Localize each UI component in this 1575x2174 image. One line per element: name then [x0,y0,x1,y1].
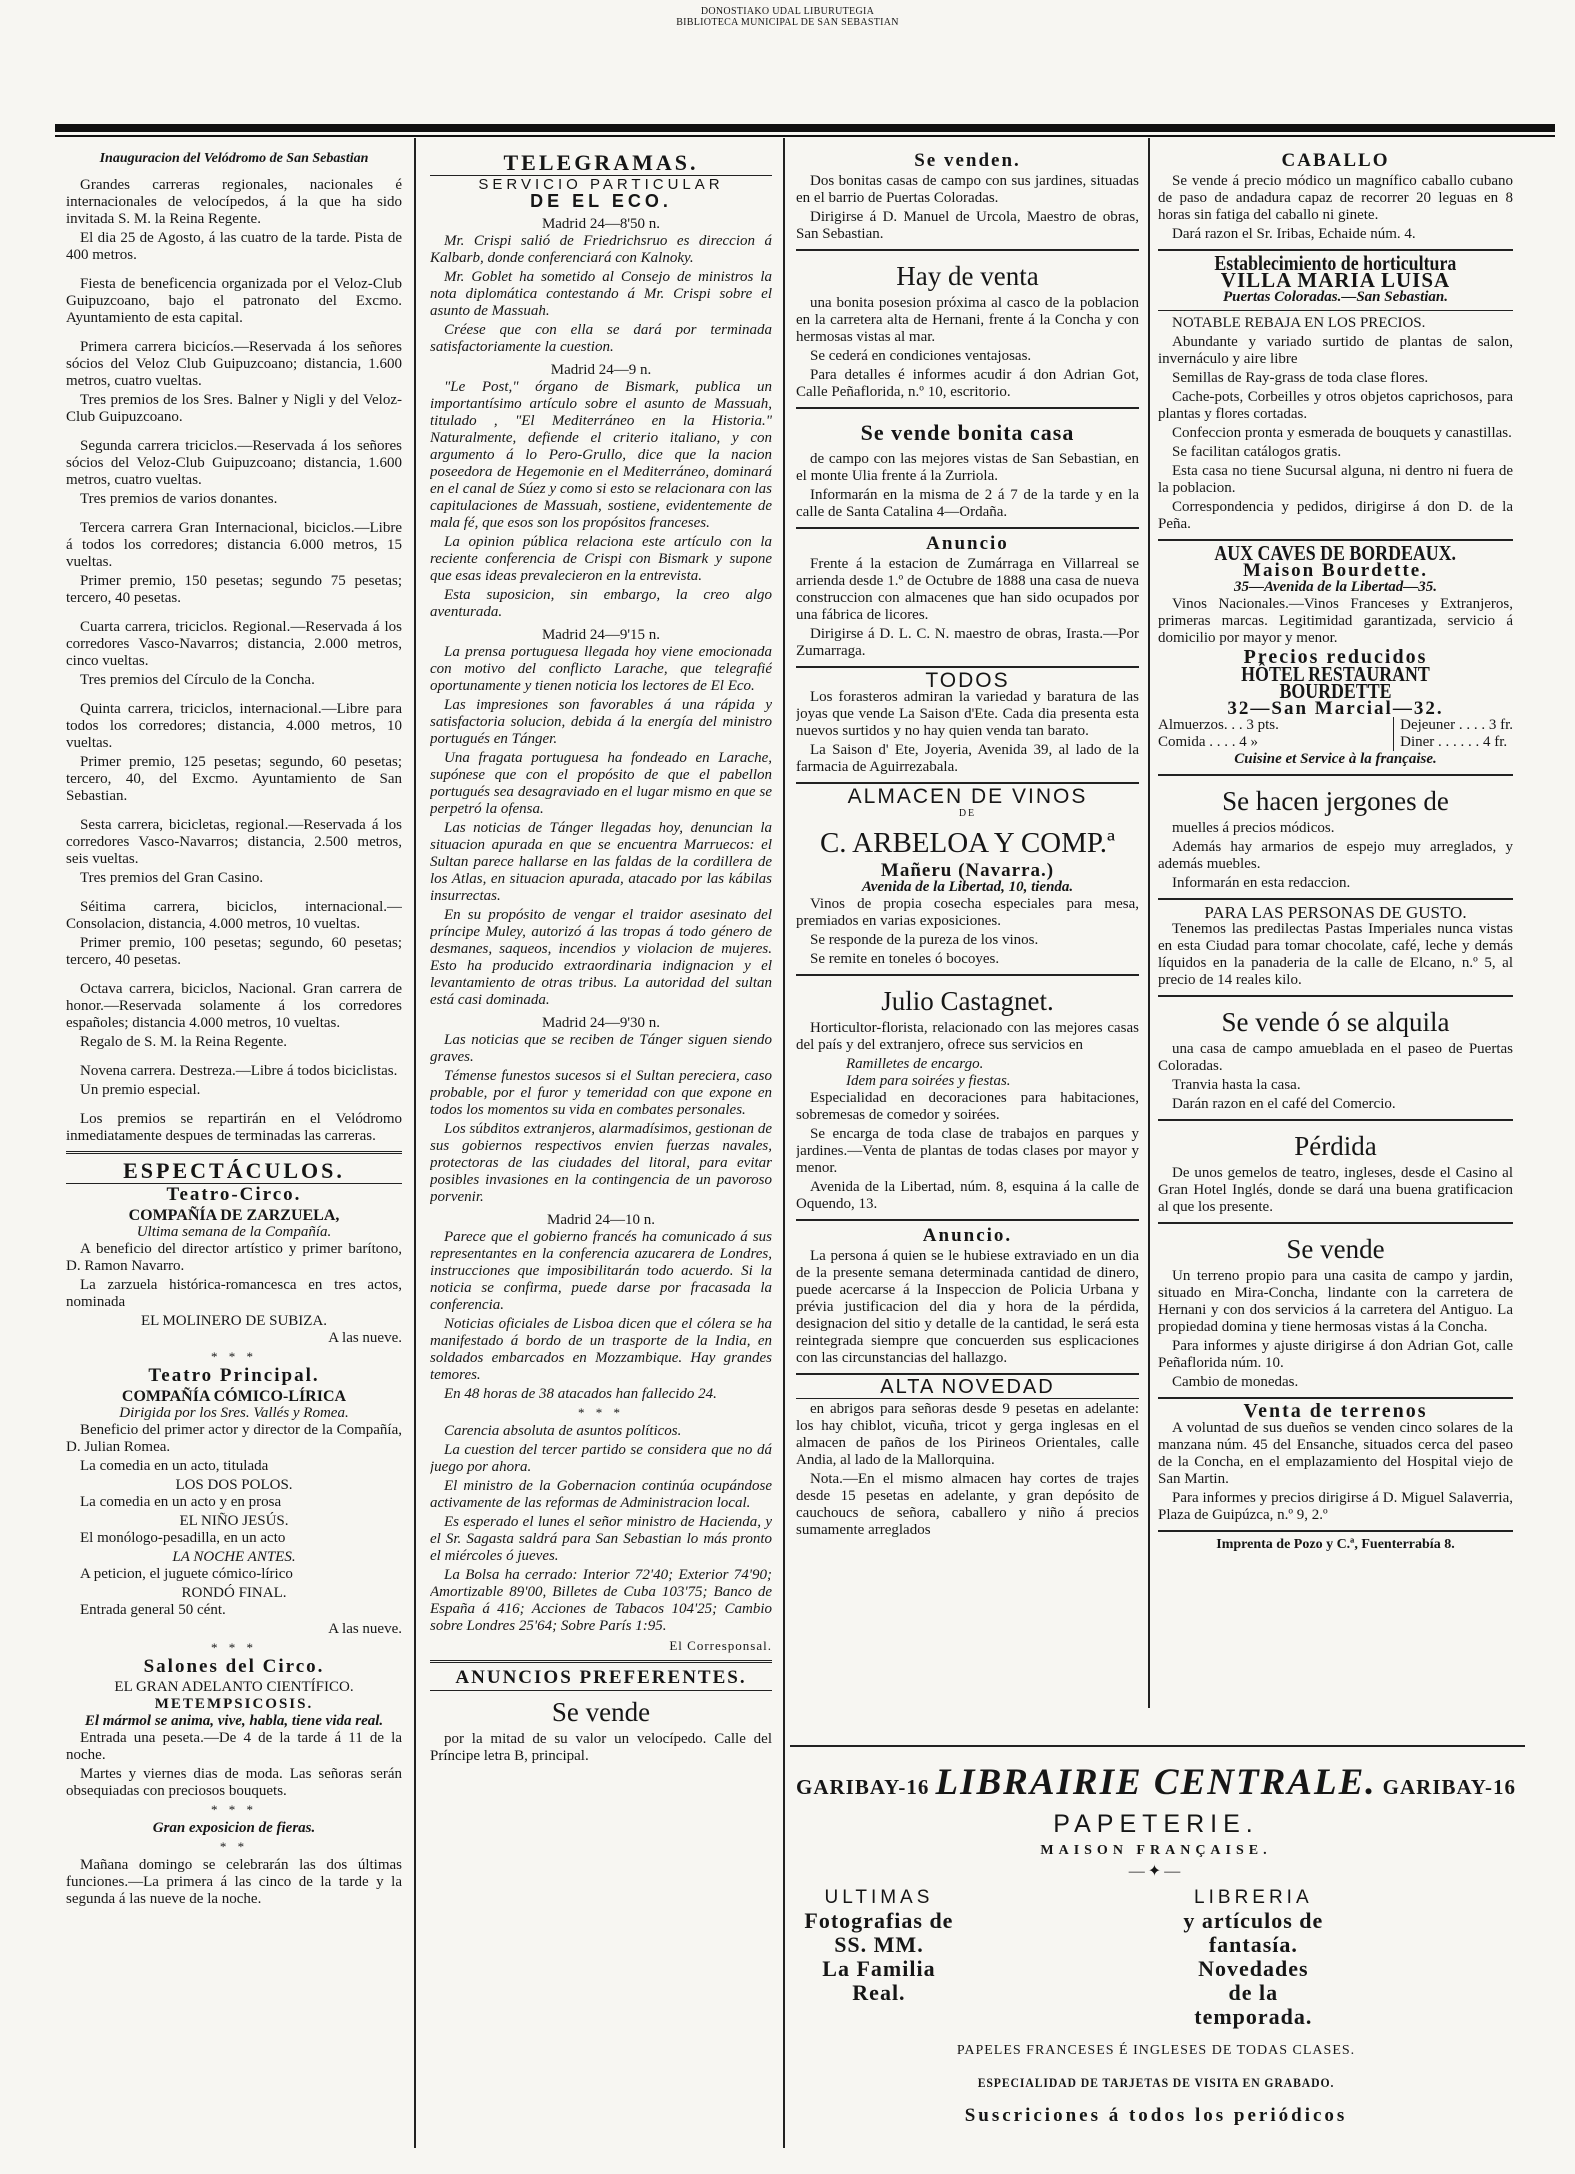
todos-heading: TODOS [925,669,1010,692]
ramilletes: Ramilletes de encargo. [846,1056,984,1072]
corresponsal: El Corresponsal. [669,1638,772,1653]
separator-stars: * * * [578,1405,624,1420]
separator-stars: * * * [211,1802,257,1817]
temporada: de la temporada. [1194,1980,1313,2029]
telegram-paragraph: Las impresiones son favorables á una rápida y satisfactoria solucion, debida á la energía del ministro portugués en Tánger. [430,697,772,747]
jergones-heading: Se hacen jergones de [1222,786,1449,816]
race-paragraph: Primer premio, 150 pesetas; segundo 75 pesetas; tercero, 40 pesetas. [66,573,402,606]
teatro-principal-heading: Teatro Principal. [148,1365,320,1386]
race-paragraph: Segunda carrera triciclos.—Reservada á los señores sócios del Veloz-Club Guipuzcoano; distancia, 1.600 metros, cuatro vueltas. [66,438,402,488]
telegram-paragraph: Los súbditos extranjeros, alarmadísimos, gestionan de sus gobiernos respectivos envien fuerzas navales, protectoras de las ciudades del litoral, para evitar posibles invasiones en la contingencia de un pavoroso porvenir. [430,1121,772,1205]
telegram-paragraph: Es esperado el lunes el señor ministro de Hacienda, y el Sr. Sagasta saldrá para San Sebastian lo más pronto el miércoles ó jueves. [430,1514,772,1564]
race-paragraph: Novena carrera. Destreza.—Libre á todos biciclistas. [80,1063,398,1079]
nino-jesus-title: EL NIÑO JESÚS. [179,1513,289,1529]
race-paragraph: Tres premios del Gran Casino. [80,870,264,886]
ad-text: Vinos Nacionales.—Vinos Franceses y Extranjeros, primeras marcas. Legitimidad garantizada, servicio á domicilio por mayor y menor. [1158,596,1513,646]
principal-time: A las nueve. [328,1621,402,1637]
familia-real: La Familia Real. [822,1956,936,2005]
telegram-paragraph: Carencia absoluta de asuntos políticos. [444,1423,682,1439]
telegram-paragraph: "Le Post," órgano de Bismark, publica un importantísimo artículo sobre el asunto de Massuah, titulado , "El Mediterráneo en la Historia." Naturalmente, defiende el criterio italiano, y con argumento á lo Pero-Grullo, dice que la nacion poseedora de Hegemonie en el Mediterráneo, dominará en el canal de Súez y como si esto se relacionara con las capitulaciones de Massuah, sostiene, evidentemente de mala fé, que esos son los propósitos franceses. [430,379,772,531]
principal-text: A peticion, el juguete cómico-lírico [80,1566,293,1582]
column-3 [796,150,1139,1695]
puertas-coloradas: Puertas Coloradas.—San Sebastian. [1222,289,1449,305]
librairie-centrale-ad [796,1755,1516,2155]
library-header [0,6,1575,28]
column-rule-3 [1148,138,1150,1708]
ad-text: Horticultor-florista, relacionado con las mejores casas del país y del extranjero, ofrece sus servicios en [796,1020,1139,1053]
articulos: y artículos de fantasía. [1183,1908,1324,1957]
race-paragraph: Tres premios del Círculo de la Concha. [80,672,315,688]
telegram-dateline: Madrid 24—9'15 n. [541,627,661,643]
ad-text: Un terreno propio para una casita de campo y jardin, situado en Mira-Concha, lindante con la carretera de Hernani y con dos servicios á la carretera del Antiguo. La propiedad domina y tiene hermosas vistas á la Concha. [1158,1268,1513,1335]
telegram-paragraph: Las noticias que se reciben de Tánger siguen siendo graves. [430,1032,772,1065]
arbeloa-heading: C. ARBELOA Y COMP.ª [819,827,1116,859]
maison-bourdette: Maison Bourdette. [1243,560,1428,581]
race-paragraph: Tres premios de los Sres. Balner y Nigli y del Veloz-Club Guipuzcoano. [66,392,402,425]
telegramas-heading: TELEGRAMAS. [503,150,699,175]
ad-text: Avenida de la Libertad, núm. 8, esquina á la calle de Oquendo, 13. [796,1179,1139,1212]
bonita-casa-heading: Se vende bonita casa [860,420,1075,445]
ad-text: Cambio de monedas. [1172,1374,1299,1390]
metempsicosis: METEMPSICOSIS. [154,1696,314,1712]
ultima-semana: Ultima semana de la Compañía. [136,1224,332,1240]
ad-text: Para informes y precios dirigirse á D. Miguel Salaverria, Plaza de Guipúzca, n.º 9, 2.º [1158,1490,1513,1523]
ad-text: Especialidad en decoraciones para habitaciones, sobremesas de comedor y soirées. [796,1090,1139,1123]
ad-text: A voluntad de sus dueños se venden cinco solares de la manzana núm. 45 del Ensanche, situados cerca del paseo de la Concha, en el emplazamiento del Hospital viejo de San Martin. [1158,1420,1513,1487]
race-paragraph: Tres premios de varios donantes. [80,491,278,507]
telegram-paragraph: El ministro de la Gobernacion continúa ocupándose activamente de las reformas de Administracion local. [430,1478,772,1511]
salones-heading: Salones del Circo. [143,1656,325,1677]
librairie-left [796,1887,1142,2029]
telegram-paragraph: Una fragata portuguesa ha fondeado en Larache, supónese que con el propósito de que el pabellon portugués sea desagraviado en el lugar mismo en que se perpetró la ofensa. [430,750,772,817]
ad-text: Dará razon el Sr. Iribas, Echaide núm. 4. [1172,226,1416,242]
race-paragraph: Tercera carrera Gran Internacional, biciclos.—Libre á todos los corredores; distancia 6.000 metros, 15 vueltas. [66,520,402,570]
rondo-title: RONDÓ FINAL. [181,1585,287,1601]
anuncios-preferentes: ANUNCIOS PREFERENTES. [455,1667,747,1688]
se-vende-heading: Se vende [1286,1234,1385,1264]
novedades: Novedades [1198,1956,1309,1981]
box-top-rule [790,1745,1525,1747]
telegram-paragraph: En 48 horas de 38 atacados han fallecido 24. [444,1386,717,1402]
separator-stars: * * * [211,1640,257,1655]
servicio-particular: SERVICIO PARTICULAR [478,176,724,193]
noche-antes-title: LA NOCHE ANTES. [172,1549,296,1565]
race-paragraph: Cuarta carrera, triciclos. Regional.—Reservada á los corredores Vasco-Navarros; distancia, 2.000 metros, cinco vueltas. [66,619,402,669]
salones-text: Entrada una peseta.—De 4 de la tarde á 11 de la noche. [66,1730,402,1763]
separator-stars: * * [219,1839,249,1854]
cuisine: Cuisine et Service à la française. [1234,751,1437,767]
ad-text: Dirigirse á D. Manuel de Urcola, Maestro de obras, San Sebastian. [796,209,1139,242]
ad-text: La persona á quien se le hubiese extraviado en un dia de la presente semana determinada cantidad de dinero, puede acercarse á la Inspeccion de Policia Urbana y prévia justificacion del dia y hora de la pérdida, designacion del sitio y detalle de la cantidad, le será esta reintegrada siempre que concuerden sus esplicaciones con las circunstancias del hallazgo. [796,1248,1139,1366]
ad-text: Además hay armarios de espejo muy arreglados, y además muebles. [1158,839,1513,872]
top-rule-thin [55,135,1555,137]
circo-time: A las nueve. [328,1330,402,1346]
ad-text: Dirigirse á D. L. C. N. maestro de obras, Irasta.—Por Zumarraga. [796,626,1139,659]
ad-text: Tenemos las predilectas Pastas Imperiales nunca vistas en esta Ciudad para tomar chocolate, café, leche y demás líquidos en la panaderia de la calle de Elcano, n.º 5, al precio de 14 reales kilo. [1158,921,1513,988]
anuncio-heading: Anuncio. [922,1225,1013,1246]
telegram-paragraph: Mr. Crispi salió de Friedrichsruo es direccion á Kalbarb, donde conferenciará con Kalnoky. [430,233,772,266]
column-rule-2 [783,138,785,2148]
fotografias: Fotografias de [804,1908,954,1933]
establecimiento-title: Establecimiento de horticultura [1214,251,1457,275]
ssmm: SS. MM. [834,1932,924,1957]
race-paragraph: Primer premio, 125 pesetas; segundo, 60 pesetas; tercero, 40, del Excmo. Ayuntamiento de San Sebastian. [66,754,402,804]
race-paragraph: El dia 25 de Agosto, á las cuatro de la tarde. Pista de 400 metros. [66,230,402,263]
race-paragraph: Fiesta de beneficencia organizada por el Veloz-Club Guipuzcoano, bajo el patronato del Excmo. Ayuntamiento de esta capital. [66,276,402,326]
telegrams-list [430,216,772,1403]
race-paragraph: Octava carrera, biciclos, Nacional. Gran carrera de honor.—Reservada solamente á los corredores españoles; distancia 4.000 metros, 10 vueltas. [66,981,402,1031]
precios-reducidos: Precios reducidos [1243,646,1428,668]
telegram-paragraph: Créese que con ella se dará por terminada satisfactoriamente la cuestion. [430,322,772,355]
circo-text: A beneficio del director artístico y primer barítono, D. Ramon Navarro. [66,1241,402,1274]
arbeloa-address: Avenida de la Libertad, 10, tienda. [861,879,1074,895]
se-vende-heading: Se vende [551,1697,651,1727]
race-paragraph: Un premio especial. [80,1082,201,1098]
ad-text: Frente á la estacion de Zumárraga en Villarreal se arrienda desde 1.º de Octubre de 1888 una casa de nueva construccion con almacenes que han sido ocupados por una fábrica de licores. [796,556,1139,623]
menu-prices [1158,717,1513,751]
separator-stars: * * * [211,1349,257,1364]
telegram-dateline: Madrid 24—8'50 n. [541,216,661,232]
ad-text: de campo con las mejores vistas de San Sebastian, en el monte Ulia frente á la Zurriola. [796,451,1139,484]
menu-left [1158,717,1279,751]
race-paragraph: Primer premio, 100 pesetas; segundo, 60 pesetas; tercero, 40 pesetas. [66,935,402,968]
maneru: Mañeru (Navarra.) [880,860,1055,881]
librairie-header [796,1761,1516,1804]
column-4 [1158,150,1513,1695]
librairie-right [1170,1887,1516,2029]
papeterie: PAPETERIE. [1053,1810,1259,1838]
ad-text: Correspondencia y pedidos, dirigirse á don D. de la Peña. [1158,499,1513,532]
race-paragraph: Grandes carreras regionales, nacionales é internacionales de velocípedos, á la que ha sido invitada S. M. la Reina Regente. [66,177,402,227]
imprenta: Imprenta de Pozo y C.ª, Fuenterrabía 8. [1216,1537,1455,1552]
rebaja: NOTABLE REBAJA EN LOS PRECIOS. [1172,315,1426,331]
personas-gusto: PARA LAS PERSONAS DE GUSTO. [1204,903,1467,922]
ad-text: Nota.—En el mismo almacen hay cortes de trajes desde 15 pesetas en adelante, y gran depósito de cauchoucs de señora, caballero y niño á precios sumamente arreglados [796,1471,1139,1538]
espectaculos-heading: ESPECTÁCULOS. [123,1158,345,1183]
comida: Comida . . . . 4 » [1158,734,1258,750]
principal-text: Beneficio del primer actor y director de la Compañía, D. Julian Romea. [66,1422,402,1455]
establecimiento-heading [1158,251,1513,275]
race-paragraph: Séitima carrera, biciclos, internacional.—Consolacion, distancia, 4.000 metros, 10 vueltas. [66,899,402,932]
top-rule [55,124,1555,132]
ad-text: Los forasteros admiran la variedad y baratura de las joyas que vende La Saison d'Ete. Cada dia presenta esta nuevos surtidos y no hay quien venda tan barato. [796,689,1139,739]
aux-caves-title: AUX CAVES DE BORDEAUX. [1214,541,1457,565]
dos-polos-title: LOS DOS POLOS. [175,1477,293,1493]
ad-text: Semillas de Ray-grass de toda clase flores. [1172,370,1429,386]
ad-text: Informarán en esta redaccion. [1172,875,1351,891]
library-line-2: BIBLIOTECA MUNICIPAL DE SAN SEBASTIAN [676,17,899,28]
gran-exposicion: Gran exposicion de fieras. [152,1820,316,1836]
ad-text: Tranvia hasta la casa. [1172,1077,1301,1093]
ornament: —✦— [1128,1863,1184,1880]
telegram-paragraph: Noticias oficiales de Lisboa dicen que el cólera se ha manifestado á bordo de un trasporte de la India, en soldados embarcados en Mozzambique. Hay grandes temores. [430,1316,772,1383]
ad-text: Se facilitan catálogos gratis. [1172,444,1342,460]
entrada-text: Entrada general 50 cént. [80,1602,226,1618]
menu-right [1393,717,1513,751]
ad-text: La Saison d' Ete, Joyeria, Avenida 39, al lado de la farmacia de Aguirrezabala. [796,742,1139,775]
compania-comico: COMPAÑÍA CÓMICO-LÍRICA [121,1388,347,1405]
compania-zarzuela: COMPAÑÍA DE ZARZUELA, [128,1207,340,1224]
venta-terrenos: Venta de terrenos [1243,1400,1428,1422]
dejeuner: Dejeuner . . . . 3 fr. [1400,717,1513,733]
principal-text: La comedia en un acto, titulada [80,1458,269,1474]
telegram-paragraph: La prensa portuguesa llegada hoy viene emocionada con motivo del conflicto Larache, que telegrafié oportunamente y tienen noticia los lectores de El Eco. [430,644,772,694]
ad-text: Dos bonitas casas de campo con sus jardines, situadas en el barrio de Puertas Coloradas. [796,173,1139,206]
race-paragraph: Quinta carrera, triciclos, internacional.—Libre para todos los corredores; distancia, 4.000 metros, 10 vueltas. [66,701,402,751]
salones-text: Martes y viernes dias de moda. Las señoras serán obsequiadas con preciosos bouquets. [66,1766,402,1799]
principal-text: El monólogo-pesadilla, en un acto [80,1530,286,1546]
ad-text: Darán razon en el café del Comercio. [1172,1096,1396,1112]
ad-text: muelles á precios módicos. [1172,820,1335,836]
ultimas: ULTIMAS [824,1887,934,1908]
fieras-text: Mañana domingo se celebrarán las dos últimas funciones.—La primera á las cinco de la tarde y la segunda á las nueve de la noche. [66,1857,402,1907]
principal-text: La comedia en un acto y en prosa [80,1494,282,1510]
velodromo-headline: Inauguracion del Velódromo de San Sebastian [99,151,369,166]
telegram-paragraph: Mr. Goblet ha sometido al Consejo de ministros la nota diplomática contestando á Mr. Crispi sobre el asunto de Massuah. [430,269,772,319]
telegram-dateline: Madrid 24—9'30 n. [541,1015,661,1031]
aux-caves [1158,541,1513,565]
library-line-1: DONOSTIAKO UDAL LIBURUTEGIA [700,6,875,17]
papeles: PAPELES FRANCESES É INGLESES DE TODAS CLASES. [956,2043,1356,2058]
ad-text: Para detalles é informes acudir á don Adrian Got, Calle Peñaflorida, n.º 10, escritorio. [796,367,1139,400]
perdida-heading: Pérdida [1294,1131,1377,1161]
ad-text: en abrigos para señoras desde 9 pesetas en adelante: los hay chiblot, vicuña, tricot y gerga inglesas en el almacen de paños de los Pirineos Orientales, calle Andia, al lado de la Mallorquina. [796,1401,1139,1468]
garibay-right: GARIBAY-16 [1382,1775,1516,1799]
ad-text: Se remite en toneles ó bocoyes. [810,951,1000,967]
suscripciones: Suscriciones á todos los periódicos [964,2105,1348,2126]
telegram-paragraph: Las noticias de Tánger llegadas hoy, denuncian la situacion apurada en que se encuentra Marruecos: el Sultan parece hallarse en las faldas de la cordillera de los Atlas, en situacion apurada, atacado por las kábilas insurrectas. [430,820,772,904]
se-venden-heading: Se venden. [914,150,1021,171]
race-paragraph: Primera carrera bicicíos.—Reservada á los señores sócios del Veloz Club Guipuzcoano; distancia, 1.600 metros, cuatro vueltas. [66,339,402,389]
column-2 [430,150,772,2135]
telegram-paragraph: La Bolsa ha cerrado: Interior 72'40; Exterior 74'90; Amortizable 89'00, Billetes de Cuba 103'75; Banco de España á 416; Acciones de Tabacos 104'25; Cambio sobre Londres 25'64; Sobre París 1:95. [430,1567,772,1634]
ad-text: Para informes y ajuste dirigirse á don Adrian Got, calle Peñaflorida núm. 10. [1158,1338,1513,1371]
ad-text: Se vende á precio módico un magnífico caballo cubano de paso de andadura capaz de recorrer 20 leguas en 8 horas sin fatiga del caballo ni ginete. [1158,173,1513,223]
telegram-paragraph: La cuestion del tercer partido se considera que no dá juego por ahora. [430,1442,772,1475]
san-marcial: 32—San Marcial—32. [1227,698,1444,719]
ad-text: Se responde de la pureza de los vinos. [810,932,1039,948]
telegram-paragraph: Témense funestos sucesos si el Sultan pereciera, caso probable, por el furor y temeridad con que expone en todos los momentos su vida en combates personales. [430,1068,772,1118]
diner: Diner . . . . . . 4 fr. [1400,734,1508,750]
race-paragraph: Los premios se repartirán en el Velódromo inmediatamente despues de terminadas las carreras. [66,1111,402,1144]
idem: Idem para soirées y fiestas. [846,1073,1011,1089]
de-label: DE [958,808,977,819]
almuerzos: Almuerzos. . . 3 pts. [1158,717,1279,733]
ad-text: Abundante y variado surtido de plantas de salon, invernáculo y aire libre [1158,334,1513,367]
ad-text: Se cederá en condiciones ventajosas. [810,348,1032,364]
telegram-paragraph: Esta suposicion, sin embargo, la creo algo aventurada. [430,587,772,620]
garibay-left: GARIBAY-16 [796,1775,930,1799]
ad-text: Esta casa no tiene Sucursal alguna, ni dentro ni fuera de la poblacion. [1158,463,1513,496]
librairie-title: LIBRAIRIE CENTRALE. [935,1762,1377,1803]
especialidad: ESPECIALIDAD DE TARJETAS DE VISITA EN GRABADO. [977,2075,1335,2090]
telegram-paragraph: Parece que el gobierno francés ha comunicado á sus representantes en la conferencia azucarera de Londres, instrucciones que imposibilitarán todo acuerdo. Si la noticia se confirma, puede darse por fracasada la conferencia. [430,1229,772,1313]
telegram-paragraph: La opinion pública relaciona este artículo con la reciente conferencia de Crispi con Bismark y supone que esas ideas prevalecieron en la entrevista. [430,534,772,584]
hotel-restaurant [1158,662,1513,703]
marmol-text: El mármol se anima, vive, habla, tiene vida real. [84,1713,384,1729]
alquila-heading: Se vende ó se alquila [1221,1007,1450,1037]
hotel-restaurant-title: HÔTEL RESTAURANT BOURDETTE [1241,662,1430,703]
race-paragraph: Regalo de S. M. la Reina Regente. [80,1034,288,1050]
librairie-columns [796,1887,1516,2029]
ad-text: una bonita posesion próxima al casco de la poblacion en la carretera alta de Hernani, frente á la Concha y con hermosas vistas al mar. [796,295,1139,345]
dirigida: Dirigida por los Sres. Vallés y Romea. [119,1405,349,1421]
telegram-dateline: Madrid 24—10 n. [547,1212,655,1228]
avenida-35: 35—Avenida de la Libertad—35. [1233,579,1438,595]
ad-text: Informarán en la misma de 2 á 7 de la tarde y en la calle de Santa Catalina 4—Ordaña. [796,487,1139,520]
castagnet-heading: Julio Castagnet. [881,986,1054,1016]
ad-text: una casa de campo amueblada en el paseo de Puertas Coloradas. [1158,1041,1513,1074]
gran-adelanto: EL GRAN ADELANTO CIENTÍFICO. [114,1679,354,1695]
hay-venta-heading: Hay de venta [896,261,1039,291]
circo-text: La zarzuela histórica-romancesca en tres actos, nominada [66,1277,402,1310]
molinero-title: EL MOLINERO DE SUBIZA. [140,1313,328,1329]
ad-text: Confeccion pronta y esmerada de bouquets y canastillas. [1172,425,1512,441]
ad-text: Cache-pots, Corbeilles y otros objetos caprichosos, para plantas y flores cortadas. [1158,389,1513,422]
telegram-dateline: Madrid 24—9 n. [550,362,652,378]
caballo-heading: CABALLO [1281,150,1390,171]
del-eco: DE EL ECO. [530,191,672,211]
se-vende-text: por la mitad de su valor un velocípedo. Calle del Príncipe letra B, principal. [430,1731,772,1764]
column-rule-1 [414,138,416,2148]
maison-francaise: MAISON FRANÇAISE. [1040,1843,1272,1858]
almacen-heading: ALMACEN DE VINOS [847,785,1088,808]
teatro-circo-heading: Teatro-Circo. [166,1184,302,1205]
telegram-paragraph: En su propósito de vengar el traidor asesinato del príncipe Muley, autorizó á las tropas á todo género de desmanes, saqueos, incendios y violacion de mujeres. Esto ha producido extraordinaria indignacion y el levantamiento de otras tribus. La autoridad del sultan está casi dominada. [430,907,772,1008]
ad-text: De unos gemelos de teatro, ingleses, desde el Casino al Gran Hotel Inglés, donde se dará una buena gratificacion al que los presente. [1158,1165,1513,1215]
libreria: LIBRERIA [1194,1887,1313,1908]
ad-text: Vinos de propia cosecha especiales para mesa, premiados en varias exposiciones. [796,896,1139,929]
race-paragraph: Sesta carrera, bicicletas, regional.—Reservada á los corredores Vasco-Navarros; distancia, 2.500 metros, seis vueltas. [66,817,402,867]
anuncio-heading: Anuncio [926,533,1009,554]
ad-text: Se encarga de toda clase de trabajos en parques y jardines.—Venta de plantas de todas clases por mayor y menor. [796,1126,1139,1176]
villa-maria-luisa: VILLA MARIA LUISA [1220,268,1451,292]
alta-novedad-heading: ALTA NOVEDAD [880,1376,1055,1398]
column-1 [66,150,402,2135]
